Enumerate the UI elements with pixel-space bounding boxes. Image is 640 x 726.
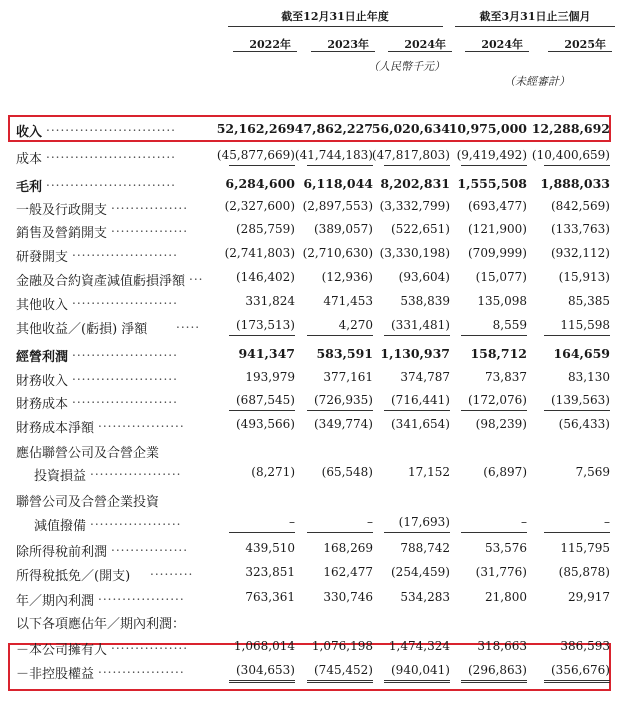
- leader-dots: ......................: [72, 293, 178, 307]
- subtotal-rule: [229, 682, 295, 683]
- value-cell: (304,653): [236, 663, 295, 677]
- value-cell: 29,917: [568, 590, 610, 604]
- value-cell: 115,598: [560, 318, 610, 332]
- table-row: [0, 538, 610, 562]
- header-group-annual: 截至12月31日止年度: [281, 10, 389, 23]
- value-cell: 323,851: [245, 565, 295, 579]
- value-cell: 73,837: [485, 370, 527, 384]
- value-cell: (172,076): [468, 393, 527, 407]
- leader-dots: .........: [150, 564, 194, 578]
- unit-note: （人民幣千元）: [368, 60, 445, 73]
- value-cell: (45,877,669): [216, 148, 295, 162]
- value-cell: –: [289, 515, 295, 529]
- subtotal-rule: [544, 680, 610, 681]
- table-row: [0, 367, 610, 391]
- subtotal-rule: [229, 410, 295, 411]
- value-cell: 763,361: [245, 590, 295, 604]
- value-cell: (285,759): [236, 222, 295, 236]
- leader-dots: ......................: [72, 369, 178, 383]
- value-cell: 583,591: [316, 346, 373, 361]
- table-row: [0, 636, 610, 660]
- table-row: [0, 196, 610, 220]
- subtotal-rule: [384, 682, 450, 683]
- value-cell: 164,659: [553, 346, 610, 361]
- subtotal-rule: [229, 532, 295, 533]
- value-cell: (8,271): [251, 465, 295, 479]
- row-label: －本公司擁有人: [16, 643, 108, 658]
- value-cell: (15,077): [475, 270, 527, 284]
- value-cell: 7,569: [575, 465, 610, 479]
- subtotal-rule: [544, 335, 610, 336]
- subtotal-rule: [461, 682, 527, 683]
- table-row: [0, 610, 596, 634]
- value-cell: –: [367, 515, 373, 529]
- value-cell: 1,068,014: [233, 639, 295, 653]
- row-label: 收入: [16, 125, 43, 140]
- value-cell: (493,566): [236, 417, 295, 431]
- value-cell: 115,795: [560, 541, 610, 555]
- value-cell: 21,800: [485, 590, 527, 604]
- value-cell: (173,513): [236, 318, 295, 332]
- leader-dots: ...........................: [46, 147, 176, 161]
- value-cell: (3,330,198): [379, 246, 450, 260]
- value-cell: (10,400,659): [531, 148, 610, 162]
- leader-dots: ......................: [72, 392, 178, 406]
- row-label: 銷售及營銷開支: [16, 226, 108, 241]
- value-cell: 6,118,044: [303, 176, 373, 191]
- row-label: 其他收益／(虧損) 淨額: [16, 322, 148, 337]
- value-cell: (47,817,803): [371, 148, 450, 162]
- audit-note: （未經審計）: [504, 75, 570, 88]
- subtotal-rule: [307, 335, 373, 336]
- subtotal-rule: [384, 410, 450, 411]
- value-cell: 10,975,000: [448, 121, 527, 136]
- value-cell: (693,477): [468, 199, 527, 213]
- leader-dots: ...................: [90, 464, 182, 478]
- value-cell: 1,076,198: [311, 639, 373, 653]
- value-cell: (932,112): [551, 246, 610, 260]
- value-cell: 8,559: [492, 318, 527, 332]
- value-cell: (331,481): [391, 318, 450, 332]
- row-label: 經營利潤: [16, 350, 69, 365]
- value-cell: (389,057): [314, 222, 373, 236]
- table-row: [0, 414, 610, 438]
- value-cell: (726,935): [314, 393, 373, 407]
- value-cell: (2,710,630): [302, 246, 373, 260]
- value-cell: 377,161: [323, 370, 373, 384]
- value-cell: 193,979: [245, 370, 295, 384]
- value-cell: 471,453: [323, 294, 373, 308]
- column-header-year: 2022年: [249, 38, 291, 51]
- value-cell: (296,863): [468, 663, 527, 677]
- row-label: 毛利: [16, 180, 43, 195]
- value-cell: 85,385: [568, 294, 610, 308]
- value-cell: (139,563): [551, 393, 610, 407]
- table-row: [0, 439, 596, 463]
- value-cell: 158,712: [470, 346, 527, 361]
- value-cell: 47,862,227: [294, 121, 373, 136]
- value-cell: (98,239): [475, 417, 527, 431]
- subtotal-rule: [384, 335, 450, 336]
- value-cell: (940,041): [391, 663, 450, 677]
- subtotal-rule: [461, 532, 527, 533]
- value-cell: 1,888,033: [540, 176, 610, 191]
- table-row: [0, 488, 596, 512]
- table-row: [0, 343, 610, 367]
- value-cell: 6,284,600: [225, 176, 295, 191]
- value-cell: 17,152: [408, 465, 450, 479]
- leader-dots: ...........................: [46, 175, 176, 189]
- value-cell: 330,746: [323, 590, 373, 604]
- subtotal-rule: [384, 532, 450, 533]
- value-cell: 331,824: [245, 294, 295, 308]
- value-cell: (522,651): [391, 222, 450, 236]
- value-cell: (12,936): [321, 270, 373, 284]
- value-cell: –: [521, 515, 527, 529]
- value-cell: 4,270: [338, 318, 373, 332]
- column-header-underline: [465, 51, 529, 52]
- leader-dots: .....: [176, 317, 201, 331]
- row-label: 以下各項應佔年／期內利潤：: [16, 617, 186, 632]
- value-cell: (6,897): [483, 465, 527, 479]
- subtotal-rule: [384, 165, 450, 166]
- value-cell: 538,839: [400, 294, 450, 308]
- leader-dots: ................: [111, 638, 189, 652]
- value-cell: (65,548): [321, 465, 373, 479]
- table-row: [0, 145, 610, 169]
- value-cell: (842,569): [551, 199, 610, 213]
- column-header-year: 2025年: [564, 38, 606, 51]
- table-row: [0, 173, 610, 197]
- leader-dots: ......................: [72, 345, 178, 359]
- value-cell: (93,604): [398, 270, 450, 284]
- table-row: [0, 243, 610, 267]
- value-cell: (56,433): [558, 417, 610, 431]
- row-label: 成本: [16, 152, 43, 167]
- value-cell: 386,593: [560, 639, 610, 653]
- row-label: 財務成本: [16, 397, 69, 412]
- value-cell: (709,999): [468, 246, 527, 260]
- value-cell: (9,419,492): [456, 148, 527, 162]
- value-cell: (356,676): [551, 663, 610, 677]
- header-rule-annual: [228, 26, 443, 27]
- leader-dots: ...: [189, 269, 204, 283]
- table-row: [0, 587, 610, 611]
- value-cell: 162,477: [323, 565, 373, 579]
- value-cell: 1,555,508: [457, 176, 527, 191]
- subtotal-rule: [384, 680, 450, 681]
- row-label: 聯營公司及合營企業投資: [16, 495, 160, 510]
- table-row: [0, 660, 610, 684]
- value-cell: (716,441): [391, 393, 450, 407]
- row-label: 金融及合約資產減值虧損淨額: [16, 274, 186, 289]
- leader-dots: ...................: [90, 514, 182, 528]
- value-cell: 12,288,692: [531, 121, 610, 136]
- leader-dots: ...........................: [46, 120, 176, 134]
- value-cell: 1,474,324: [388, 639, 450, 653]
- value-cell: (17,693): [398, 515, 450, 529]
- subtotal-rule: [461, 335, 527, 336]
- subtotal-rule: [544, 410, 610, 411]
- row-label: －非控股權益: [16, 667, 95, 682]
- row-label: 應佔聯營公司及合營企業: [16, 446, 160, 461]
- value-cell: 135,098: [477, 294, 527, 308]
- value-cell: 52,162,269: [216, 121, 295, 136]
- table-row: [0, 219, 610, 243]
- value-cell: 8,202,831: [380, 176, 450, 191]
- subtotal-rule: [461, 680, 527, 681]
- table-row: [0, 267, 610, 291]
- leader-dots: ..................: [98, 416, 185, 430]
- leader-dots: ..................: [98, 589, 185, 603]
- value-cell: (41,744,183): [294, 148, 373, 162]
- row-label: 一般及行政開支: [16, 203, 108, 218]
- header-group-quarterly: 截至3月31日止三個月: [479, 10, 591, 23]
- value-cell: 168,269: [323, 541, 373, 555]
- value-cell: (146,402): [236, 270, 295, 284]
- value-cell: (687,545): [236, 393, 295, 407]
- table-row: [0, 512, 610, 536]
- row-label: 年／期內利潤: [16, 594, 95, 609]
- table-row: [0, 390, 610, 414]
- column-header-underline: [548, 51, 612, 52]
- value-cell: 374,787: [400, 370, 450, 384]
- subtotal-rule: [229, 165, 295, 166]
- row-label: 其他收入: [16, 298, 69, 313]
- value-cell: (341,654): [391, 417, 450, 431]
- subtotal-rule: [307, 165, 373, 166]
- subtotal-rule: [307, 682, 373, 683]
- row-label: 財務收入: [16, 374, 69, 389]
- table-row: [0, 462, 610, 486]
- value-cell: 53,576: [485, 541, 527, 555]
- value-cell: (2,897,553): [302, 199, 373, 213]
- value-cell: (31,776): [475, 565, 527, 579]
- leader-dots: ......................: [72, 245, 178, 259]
- subtotal-rule: [461, 410, 527, 411]
- table-row: [0, 291, 610, 315]
- value-cell: 788,742: [400, 541, 450, 555]
- row-label: 投資損益: [34, 469, 87, 484]
- leader-dots: ................: [111, 198, 189, 212]
- subtotal-rule: [544, 165, 610, 166]
- value-cell: 318,663: [477, 639, 527, 653]
- subtotal-rule: [307, 680, 373, 681]
- value-cell: 534,283: [400, 590, 450, 604]
- value-cell: 56,020,634: [371, 121, 450, 136]
- value-cell: 439,510: [245, 541, 295, 555]
- leader-dots: ................: [111, 540, 189, 554]
- value-cell: 1,130,937: [380, 346, 450, 361]
- row-label: 研發開支: [16, 250, 69, 265]
- table-row: [0, 315, 610, 339]
- row-label: 財務成本淨額: [16, 421, 95, 436]
- value-cell: (133,763): [551, 222, 610, 236]
- leader-dots: ................: [111, 221, 189, 235]
- subtotal-rule: [461, 165, 527, 166]
- value-cell: (121,900): [468, 222, 527, 236]
- row-label: 減值撥備: [34, 519, 87, 534]
- column-header-year: 2024年: [404, 38, 446, 51]
- value-cell: (254,459): [391, 565, 450, 579]
- value-cell: (2,741,803): [224, 246, 295, 260]
- table-row: [0, 562, 610, 586]
- subtotal-rule: [307, 532, 373, 533]
- subtotal-rule: [229, 680, 295, 681]
- column-header-underline: [233, 51, 297, 52]
- value-cell: 83,130: [568, 370, 610, 384]
- header-rule-quarterly: [455, 26, 615, 27]
- leader-dots: ..................: [98, 662, 185, 676]
- column-header-year: 2023年: [327, 38, 369, 51]
- value-cell: (745,452): [314, 663, 373, 677]
- subtotal-rule: [544, 682, 610, 683]
- value-cell: (3,332,799): [379, 199, 450, 213]
- value-cell: 941,347: [238, 346, 295, 361]
- value-cell: –: [604, 515, 610, 529]
- subtotal-rule: [229, 335, 295, 336]
- column-header-year: 2024年: [481, 38, 523, 51]
- value-cell: (349,774): [314, 417, 373, 431]
- subtotal-rule: [307, 410, 373, 411]
- value-cell: (85,878): [558, 565, 610, 579]
- row-label: 除所得稅前利潤: [16, 545, 108, 560]
- subtotal-rule: [544, 532, 610, 533]
- value-cell: (15,913): [558, 270, 610, 284]
- value-cell: (2,327,600): [224, 199, 295, 213]
- row-label: 所得稅抵免／(開支): [16, 569, 131, 584]
- table-row: [0, 118, 610, 142]
